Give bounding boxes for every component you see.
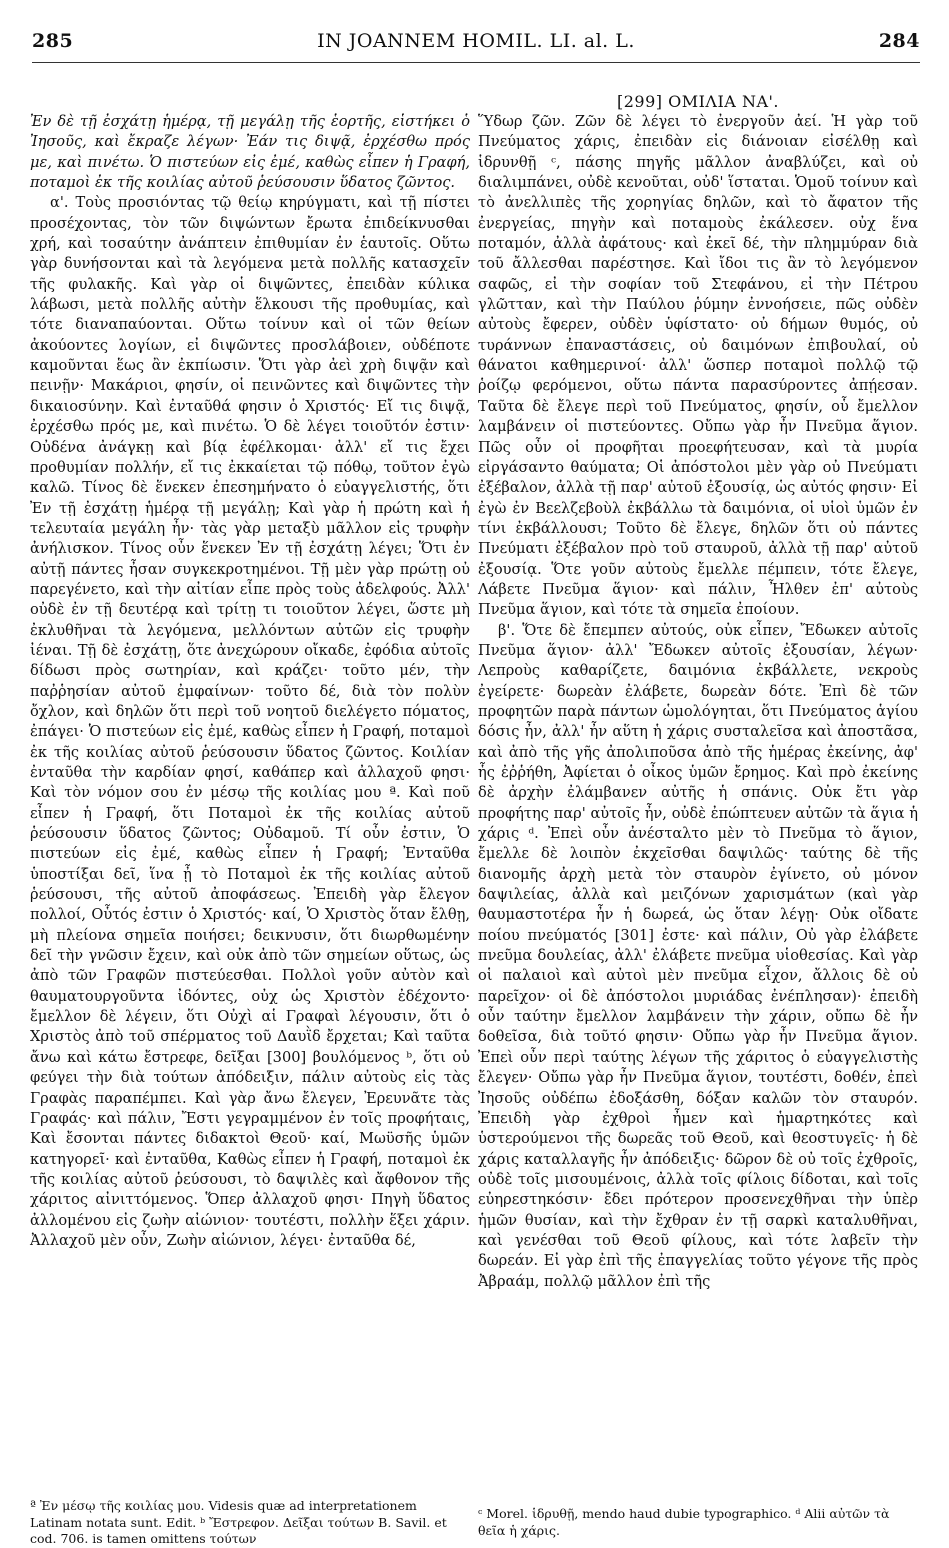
right-paragraph-2: β'. Ὅτε δὲ ἔπεμπεν αὐτούς, οὐκ εἶπεν, Ἔδωκεν αὐτοῖς Πνεῦμα ἅγιον· ἀλλ' Ἔδωκεν αὐτοῖς ἐξουσίαν, λέγων· Λεπροὺς καθαρίζετε, δαιμόνια ἐκβάλλετε, νεκροὺς ἐγείρετε· δωρεὰν ἐλάβετε, δωρεὰν δότε. Ἐπὶ δὲ τῶν προφητῶν παρὰ πάντων ὡμολόγηται, ὅτι Πνεύματος ἁγίου δόσις ἦν, ἀλλ' ἦν αὕτη ἡ χάρις συσταλεῖσα καὶ ἀποστᾶσα, καὶ ἀπὸ τῆς γῆς ἀπολιποῦσα ἀπὸ τῆς ἡμέρας ἐκείνης, ἀφ' ἧς ἐῤῥήθη, Ἀφίεται ὁ οἶκος ὑμῶν ἔρημος. Καὶ πρὸ ἐκείνης δὲ ἀρχὴν ἐλάμβανεν αὐτῆς ἡ σπάνις. Οὐκ ἔτι γὰρ προφήτης παρ' αὐτοῖς ἦν, οὐδὲ ἐπώπτευεν αὐτῶν τὰ ἅγια ἡ χάρις ᵈ. Ἐπεὶ οὖν ἀνέσταλτο μὲν τὸ Πνεῦμα τὸ ἅγιον, ἔμελλε δὲ λοιπὸν ἐκχεῖσθαι δαψιλῶς· ταύτης δὲ τῆς διανομῆς ἀρχὴ μετὰ τὸν σταυρὸν ἐγίνετο, οὐ μόνον δαψιλείας, ἀλλὰ καὶ μειζόνων χαρισμάτων (καὶ γὰρ θαυμαστοτέρα ἦν ἡ δωρεά, ὡς ὅταν λέγῃ· Οὐκ οἴδατε ποίου πνεύματός [301] ἐστε· καὶ πάλιν, Οὐ γὰρ ἐλάβετε πνεῦμα δουλείας, ἀλλ' ἐλάβετε πνεῦμα υἱοθεσίας. Καὶ γὰρ οἱ παλαιοὶ καὶ αὐτοὶ μὲν πνεῦμα εἶχον, ἄλλοις δὲ οὐ παρεῖχον· οἱ δὲ ἀπόστολοι μυριάδας ἐνέπλησαν)· ἐπειδὴ οὖν ταύτην ἔμελλον λαμβάνειν τὴν χάριν, οὔπω δὲ ἦν δοθεῖσα, διὰ τοῦτό φησιν· Οὔπω γὰρ ἦν Πνεῦμα ἅγιον. Ἐπεὶ οὖν περὶ ταύτης λέγων τῆς χάριτος ὁ εὐαγγελιστὴς ἔλεγεν· Οὔπω γὰρ ἦν Πνεῦμα ἅγιον, τουτέστι, δοθέν, ἐπεὶ Ἰησοῦς οὐδέπω ἐδοξάσθη, δόξαν καλῶν τὸν σταυρόν. Ἐπειδὴ γὰρ ἐχθροὶ ἦμεν καὶ ἡμαρτηκότες καὶ ὑστερούμενοι τῆς δωρεᾶς τοῦ Θεοῦ, καὶ θεοστυγεῖς· ἡ δὲ χάρις καταλλαγῆς ἦν ἀπόδειξις· δῶρον δὲ οὐ τοῖς ἐχθροῖς, οὐδὲ τοῖς μισουμένοις, ἀλλὰ τοῖς φίλοις δίδοται, καὶ τοῖς εὐηρεστηκόσιν· ἔδει πρότερον προσενεχθῆναι τὴν ὑπὲρ ἡμῶν θυσίαν, καὶ τὴν ἔχθραν ἐν τῇ σαρκὶ καταλυθῆναι, καὶ γενέσθαι τοῦ Θεοῦ φίλους, καὶ τότε λαβεῖν τὴν δωρεάν. Εἰ γὰρ ἐπὶ τῆς ἐπαγγελίας τοῦτο γέγονε τῆς πρὸς Ἀβραάμ, πολλῷ μᾶλλον ἐπὶ τῆς [478,621,918,1290]
left-paragraph-1: Ἐν δὲ τῇ ἐσχάτῃ ἡμέρᾳ, τῇ μεγάλῃ τῆς ἑορτῆς, εἱστήκει ὁ Ἰησοῦς, καὶ ἔκραζε λέγων· Ἐάν τις διψᾷ, ἐρχέσθω πρός με, καὶ πινέτω. Ὁ πιστεύων εἰς ἐμέ, καθὼς εἶπεν ἡ Γραφή, ποταμοὶ ἐκ τῆς κοιλίας αὐτοῦ ῥεύσουσιν ὕδατος ζῶντος. [30,113,470,192]
right-paragraph-1: Ὕδωρ ζῶν. Ζῶν δὲ λέγει τὸ ἐνεργοῦν ἀεί. Ἡ γὰρ τοῦ Πνεύματος χάρις, ἐπειδὰν εἰς διάνοιαν εἰσέλθῃ καὶ ἱδρυνθῇ ᶜ, πάσης πηγῆς μᾶλλον ἀναβλύζει, καὶ οὐ διαλιμπάνει, οὐδὲ κενοῦται, οὐδ' ἵσταται. Ὁμοῦ τοίνυν καὶ τὸ ἀνελλιπὲς τῆς χορηγίας δηλῶν, καὶ τὸ ἄφατον τῆς ἐνεργείας, πηγὴν καὶ ποταμοὺς ἐκάλεσεν. οὐχ ἕνα ποταμόν, ἀλλὰ ἀφάτους· καὶ ἐκεῖ δέ, τὴν πλημμύραν διὰ τοῦ ἄλλεσθαι παρέστησε. Καὶ ἴδοι τις ἂν τὸ λεγόμενον σαφῶς, εἰ τὴν σοφίαν τοῦ Στεφάνου, εἰ τὴν Πέτρου γλῶτταν, καὶ τὴν Παύλου ῥύμην ἐννοήσειε, πῶς οὐδὲν αὐτοὺς ἔφερεν, οὐδὲν ὑφίστατο· οὐ δήμων θυμός, οὐ τυράννων ἐπαναστάσεις, οὐ δαιμόνων ἐπιβουλαί, οὐ θάνατοι καθημερινοί· ἀλλ' ὥσπερ ποταμοὶ πολλῷ τῷ ῥοίζῳ φερόμενοι, οὕτω πάντα παρασύροντες ἀπῄεσαν. Ταῦτα δὲ ἔλεγε περὶ τοῦ Πνεύματος, φησίν, οὗ ἔμελλον λαμβάνειν οἱ πιστεύοντες. Οὔπω γὰρ ἦν Πνεῦμα ἅγιον. Πῶς οὖν οἱ προφῆται προεφήτευσαν, καὶ τὰ μυρία εἰργάσαντο θαύματα; Οἱ ἀπόστολοι μὲν γὰρ οὐ Πνεύματι ἐξέβαλον, ἀλλὰ τῇ παρ' αὐτοῦ ἐξουσίᾳ, ὡς αὐτός φησιν· Εἰ ἐγὼ ἐν Βεελζεβοὺλ ἐκβάλλω τὰ δαιμόνια, οἱ υἱοὶ ὑμῶν ἐν τίνι ἐκβάλλουσι; Τοῦτο δὲ ἔλεγε, δηλῶν ὅτι οὐ πάντες Πνεύματι ἐξέβαλον πρὸ τοῦ σταυροῦ, ἀλλὰ τῇ παρ' αὐτοῦ ἐξουσίᾳ. Ὅτε γοῦν αὐτοὺς ἔμελλε πέμπειν, τότε ἔλεγε, Λάβετε Πνεῦμα ἅγιον· καὶ πάλιν, Ἦλθεν ἐπ' αὐτοὺς Πνεῦμα ἅγιον, καὶ τότε τὰ σημεῖα ἐποίουν. [478,113,918,619]
page-number-right: 284 [878,30,920,52]
page-number-left: 285 [32,30,74,52]
running-header [32,30,920,64]
left-paragraph-2: α'. Τοὺς προσιόντας τῷ θείῳ κηρύγματι, καὶ τῇ πίστει προσέχοντας, τὸν τῶν διψώντων ἔρωτα ἐπιδείκνυσθαι χρή, καὶ τοσαύτην ἀνάπτειν ἐπιθυμίαν ἐν ἑαυτοῖς. Οὕτω γὰρ δυνήσονται καὶ τὰ λεγόμενα μετὰ πολλῆς κατασχεῖν τῆς φυλακῆς. Καὶ γὰρ οἱ διψῶντες, ἐπειδὰν κύλικα λάβωσι, μετὰ πολλῆς αὐτὴν ἕλκουσι τῆς προθυμίας, καὶ τότε διαναπαύονται. Οὕτω τοίνυν καὶ οἱ τῶν θείων ἀκούοντες λογίων, εἰ διψῶντες προσλάβοιεν, οὐδέποτε καμοῦνται ἕως ἂν ἐκπίωσιν. Ὅτι γὰρ ἀεὶ χρὴ διψᾷν καὶ πεινῇν· Μακάριοι, φησίν, οἱ πεινῶντες καὶ διψῶντες τὴν δικαιοσύνην. Καὶ ἐνταῦθά φησιν ὁ Χριστός· Εἴ τις διψᾷ, ἐρχέσθω πρός με, καὶ πινέτω. Ὁ δὲ λέγει τοιοῦτόν ἐστιν· Οὐδένα ἀνάγκῃ καὶ βίᾳ ἐφέλκομαι· ἀλλ' εἴ τις ἔχει προθυμίαν πολλήν, εἴ τις ἐκκαίεται τῷ πόθῳ, τοῦτον ἐγὼ καλῶ. Τίνος δὲ ἕνεκεν ἐπεσημήνατο ὁ εὐαγγελιστής, ὅτι Ἐν τῇ ἐσχάτῃ ἡμέρᾳ τῇ μεγάλῃ; Καὶ γὰρ ἡ πρώτη καὶ ἡ τελευταία μεγάλη ἦν· τὰς γὰρ μεταξὺ μᾶλλον εἰς τρυφὴν ἀνήλισκον. Τίνος οὖν ἕνεκεν Ἐν τῇ ἐσχάτῃ λέγει; Ὅτι ἐν αὐτῇ πάντες ἦσαν συγκεκροτημένοι. Τῇ μὲν γὰρ πρώτῃ οὐ παρεγένετο, καὶ τὴν αἰτίαν εἶπε πρὸς τοὺς ἀδελφούς. Ἀλλ' οὐδὲ ἐν τῇ δευτέρᾳ καὶ τρίτῃ τι τοιοῦτον λέγει, ὥστε μὴ ἐκλυθῆναι τὰ λεγόμενα, μελλόντων αὐτῶν εἰς τρυφὴν ἰέναι. Τῇ δὲ ἐσχάτῃ, ὅτε ἀνεχώρουν οἴκαδε, ἐφόδια αὐτοῖς δίδωσι πρὸς σωτηρίαν, καὶ κράζει· τοῦτο μέν, τὴν παῤῥησίαν αὐτοῦ ἐμφαίνων· τοῦτο δέ, διὰ τὸν πολὺν ὄχλον, καὶ δηλῶν ὅτι περὶ τοῦ νοητοῦ διελέγετο πόματος, ἐπάγει· Ὁ πιστεύων εἰς ἐμέ, καθὼς εἶπεν ἡ Γραφή, ποταμοὶ ἐκ τῆς κοιλίας αὐτοῦ ῥεύσουσιν ὕδατος ζῶντος. Κοιλίαν ἐνταῦθα τὴν καρδίαν φησί, καθάπερ καὶ ἀλλαχοῦ φησι· Καὶ τὸν νόμον σου ἐν μέσῳ τῆς κοιλίας μου ª. Καὶ ποῦ εἶπεν ἡ Γραφή, ὅτι Ποταμοὶ ἐκ τῆς κοιλίας αὐτοῦ ῥεύσουσιν ὕδατος ζῶντος; Οὐδαμοῦ. Τί οὖν ἐστιν, Ὁ πιστεύων εἰς ἐμέ, καθὼς εἶπεν ἡ Γραφή; Ἐνταῦθα ὑποστίξαι δεῖ, ἵνα ᾖ τὸ Ποταμοὶ ἐκ τῆς κοιλίας αὐτοῦ ῥεύσουσι, τῆς αὐτοῦ ἀποφάσεως. Ἐπειδὴ γὰρ ἔλεγον πολλοί, Οὗτός ἐστιν ὁ Χριστός· καί, Ὁ Χριστὸς ὅταν ἔλθῃ, μὴ πλείονα σημεῖα ποιήσει; δεικνυσιν, ὅτι διωρθωμένην δεῖ τὴν γνῶσιν ἔχειν, καὶ οὐκ ἀπὸ τῶν σημείων οὕτως, ὡς ἀπὸ τῶν Γραφῶν πιστεύεσθαι. Πολλοὶ γοῦν αὐτὸν καὶ θαυματουργοῦντα ἰδόντες, οὐχ ὡς Χριστὸν ἐδέχοντο· ἔμελλον δὲ λέγειν, ὅτι Οὐχὶ αἱ Γραφαὶ λέγουσιν, ὅτι ὁ Χριστὸς ἀπὸ τοῦ σπέρματος τοῦ Δαυῒδ ἔρχεται; Καὶ ταῦτα ἄνω καὶ κάτω ἔστρεφε, δεῖξαι [300] βουλόμενος ᵇ, ὅτι οὐ φεύγει τὴν διὰ τούτων ἀπόδειξιν, πάλιν αὐτοὺς εἰς τὰς Γραφὰς παραπέμπει. Καὶ γὰρ ἄνω ἔλεγεν, Ἐρευνᾶτε τὰς Γραφάς· καὶ πάλιν, Ἔστι γεγραμμένον ἐν τοῖς προφήταις, Καὶ ἔσονται πάντες διδακτοὶ Θεοῦ· καί, Μωϋσῆς ὑμῶν κατηγορεῖ· καὶ ἐνταῦθα, Καθὼς εἶπεν ἡ Γραφή, ποταμοὶ ἐκ τῆς κοιλίας αὐτοῦ ῥεύσουσι, τὸ δαψιλὲς καὶ ἄφθονον τῆς χάριτος αἰνιττόμενος. Ὅπερ ἀλλαχοῦ φησι· Πηγὴ ὕδατος ἀλλομένου εἰς ζωὴν αἰώνιον· τουτέστι, πολλὴν ἕξει χάριν. Ἀλλαχοῦ μὲν οὖν, Ζωὴν αἰώνιον, λέγει· ἐνταῦθα δέ, [30,194,470,1249]
header-rule [32,62,920,63]
footnotes-left: ª Ἐν μέσῳ τῆς κοιλίας μου. Videsis quæ ad interpretationem Latinam notata sunt. Edit. ᵇ Ἔστρεφον. Δεῖξαι τούτων B. Savil. et cod. 706. is tamen omittens τούτων [30,1498,447,1546]
right-column [478,112,918,1292]
running-title: IN JOANNEM HOMIL. LI. al. L. [317,30,635,52]
homily-title: [299] ΟΜΙΛΙΑ ΝΑ'. [617,92,779,111]
footnotes-right: ᶜ Morel. ἱδρυθῇ, mendo haud dubie typographico. ᵈ Alii αὐτῶν τὰ θεῖα ἡ χάρις. [478,1506,890,1538]
left-column [30,112,470,1251]
